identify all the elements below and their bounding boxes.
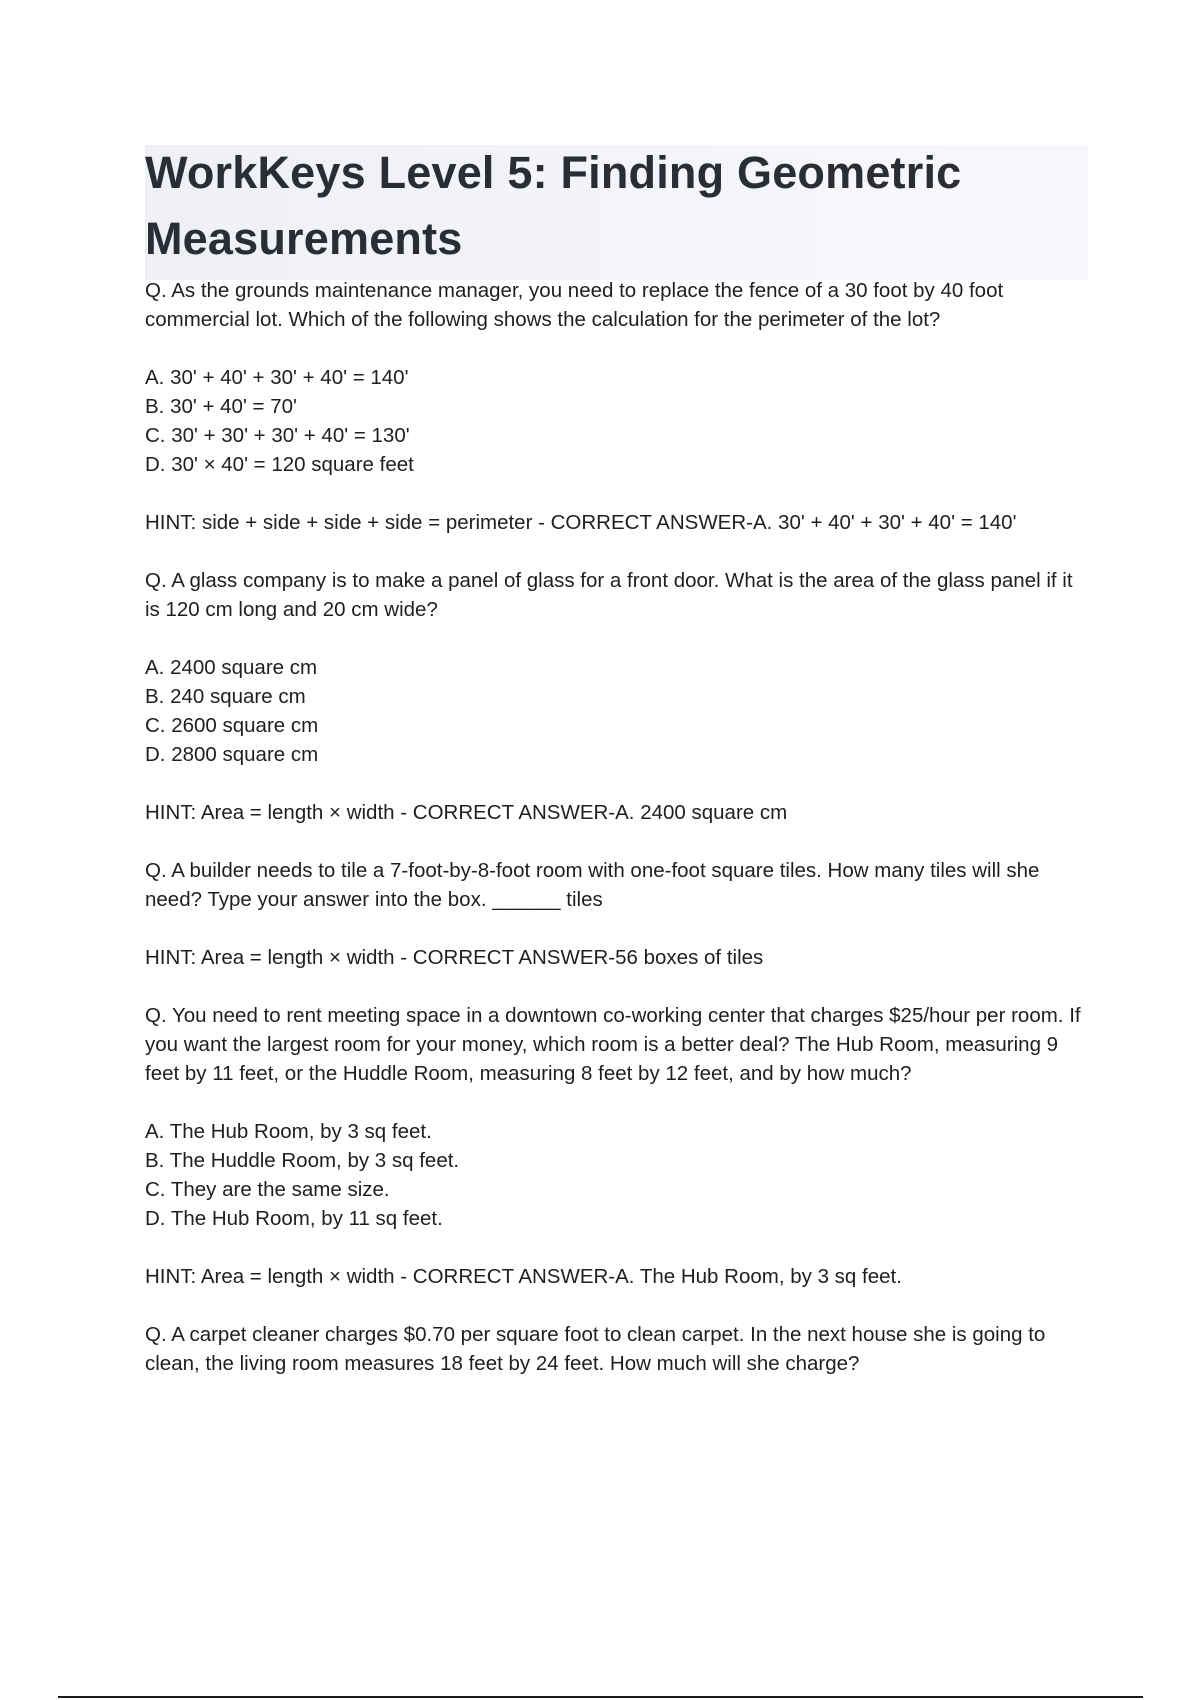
answer-option: A. The Hub Room, by 3 sq feet.	[145, 1120, 432, 1143]
answer-options	[145, 363, 1090, 479]
hint-answer: HINT: Area = length × width - CORRECT ANSWER-A. 2400 square cm	[145, 801, 788, 824]
footer-divider	[58, 1696, 1143, 1698]
question-text: Q. A builder needs to tile a 7-foot-by-8-foot room with one-foot square tiles. How many tiles will she need? Type your answer into the box. ______ tiles	[145, 859, 1046, 911]
answer-option: B. 30' + 40' = 70'	[145, 395, 297, 418]
answer-options	[145, 1117, 1090, 1233]
answer-option: C. They are the same size.	[145, 1178, 390, 1201]
answer-option: D. The Hub Room, by 11 sq feet.	[145, 1207, 443, 1230]
question-text: Q. A carpet cleaner charges $0.70 per square foot to clean carpet. In the next house she is going to clean, the living room measures 18 feet by 24 feet. How much will she charge?	[145, 1323, 1052, 1375]
answer-option: D. 2800 square cm	[145, 743, 319, 766]
answer-option: D. 30' × 40' = 120 square feet	[145, 453, 414, 476]
document-body	[145, 276, 1090, 1407]
answer-option: B. 240 square cm	[145, 685, 306, 708]
answer-option: C. 30' + 30' + 30' + 40' = 130'	[145, 424, 410, 447]
answer-option: B. The Huddle Room, by 3 sq feet.	[145, 1149, 460, 1172]
hint-answer: HINT: Area = length × width - CORRECT ANSWER-A. The Hub Room, by 3 sq feet.	[145, 1265, 902, 1288]
question-text: Q. As the grounds maintenance manager, you need to replace the fence of a 30 foot by 40 foot commercial lot. Which of the following shows the calculation for the perimeter of the lot?	[145, 279, 1009, 331]
hint-answer: HINT: side + side + side + side = perimeter - CORRECT ANSWER-A. 30' + 40' + 30' + 40' = 140'	[145, 511, 1017, 534]
hint-answer: HINT: Area = length × width - CORRECT ANSWER-56 boxes of tiles	[145, 946, 764, 969]
question-text: Q. A glass company is to make a panel of glass for a front door. What is the area of the glass panel if it is 120 cm long and 20 cm wide?	[145, 569, 1079, 621]
answer-option: C. 2600 square cm	[145, 714, 319, 737]
answer-option: A. 2400 square cm	[145, 656, 318, 679]
document-title: WorkKeys Level 5: Finding Geometric Measurements	[145, 147, 962, 264]
answer-options	[145, 653, 1090, 769]
question-text: Q. You need to rent meeting space in a downtown co-working center that charges $25/hour per room. If you want the largest room for your money, which room is a better deal? The Hub Room, measuring 9 feet by 11 feet, or the Huddle Room, measuring 8 feet by 12 feet, and by how much?	[145, 1004, 1087, 1085]
answer-option: A. 30' + 40' + 30' + 40' = 140'	[145, 366, 409, 389]
